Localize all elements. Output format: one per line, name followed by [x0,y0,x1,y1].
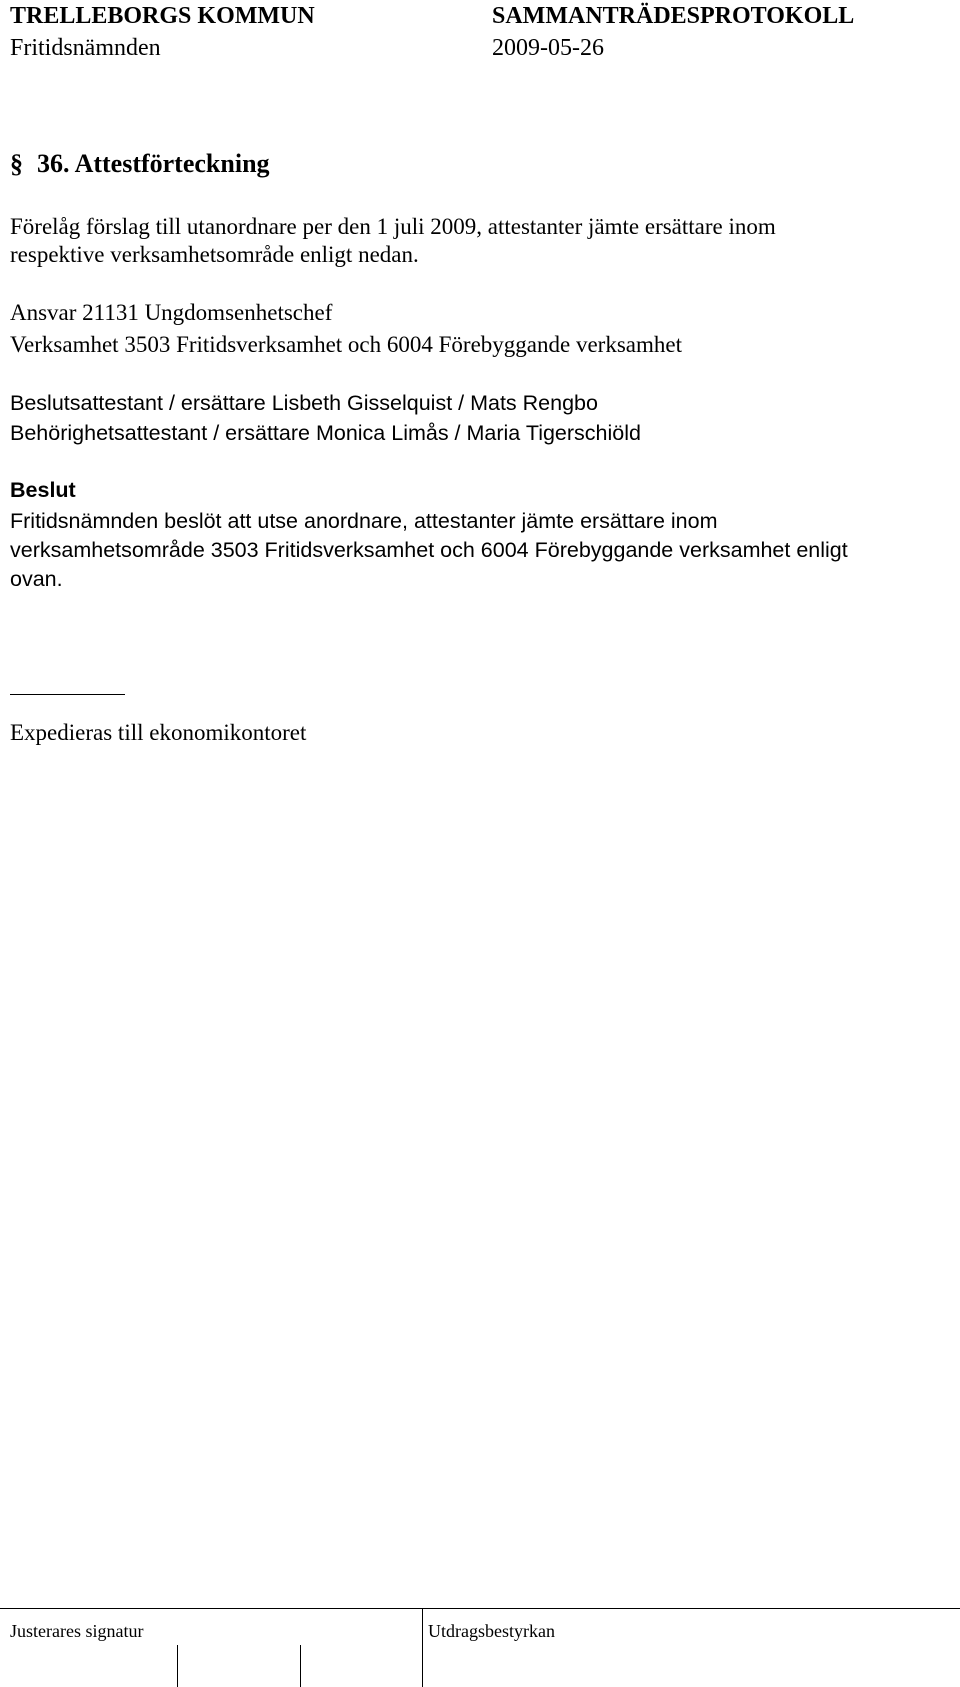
beslutsattestant-line: Beslutsattestant / ersättare Lisbeth Gisselquist / Mats Rengbo [10,391,598,415]
decision-heading: Beslut [10,478,76,502]
signature-box-divider-1 [177,1645,178,1687]
section-title: Attestförteckning [74,149,270,178]
section-symbol: § [10,149,23,178]
ansvar-line: Ansvar 21131 Ungdomsenhetschef [10,300,333,325]
decision-line-1: Fritidsnämnden beslöt att utse anordnare, attestanter jämte ersättare inom [10,509,718,533]
expedition-note: Expedieras till ekonomikontoret [10,720,307,745]
intro-line-2: respektive verksamhetsområde enligt nedan. [10,242,419,267]
behorighetsattestant-line: Behörighetsattestant / ersättare Monica Limås / Maria Tigerschiöld [10,421,641,445]
intro-line-1: Förelåg förslag till utanordnare per den 1 juli 2009, attestanter jämte ersättare inom [10,214,776,239]
signature-label: Justerares signatur [10,1621,144,1641]
certification-label: Utdragsbestyrkan [428,1621,555,1641]
organization-name: TRELLEBORGS KOMMUN [10,3,315,29]
document-type: SAMMANTRÄDESPROTOKOLL [492,3,855,29]
signature-box-divider-3 [422,1608,423,1687]
signature-box-divider-2 [300,1645,301,1687]
separator-rule [10,694,125,695]
verksamhet-line: Verksamhet 3503 Fritidsverksamhet och 6004 Förebyggande verksamhet [10,332,682,357]
decision-line-2: verksamhetsområde 3503 Fritidsverksamhet och 6004 Förebyggande verksamhet enligt [10,538,848,562]
footer-rule [0,1608,960,1609]
section-heading [10,149,270,179]
decision-line-3: ovan. [10,567,63,591]
committee-name: Fritidsnämnden [10,35,161,61]
meeting-date: 2009-05-26 [492,35,604,61]
section-number: 36. [37,149,70,178]
